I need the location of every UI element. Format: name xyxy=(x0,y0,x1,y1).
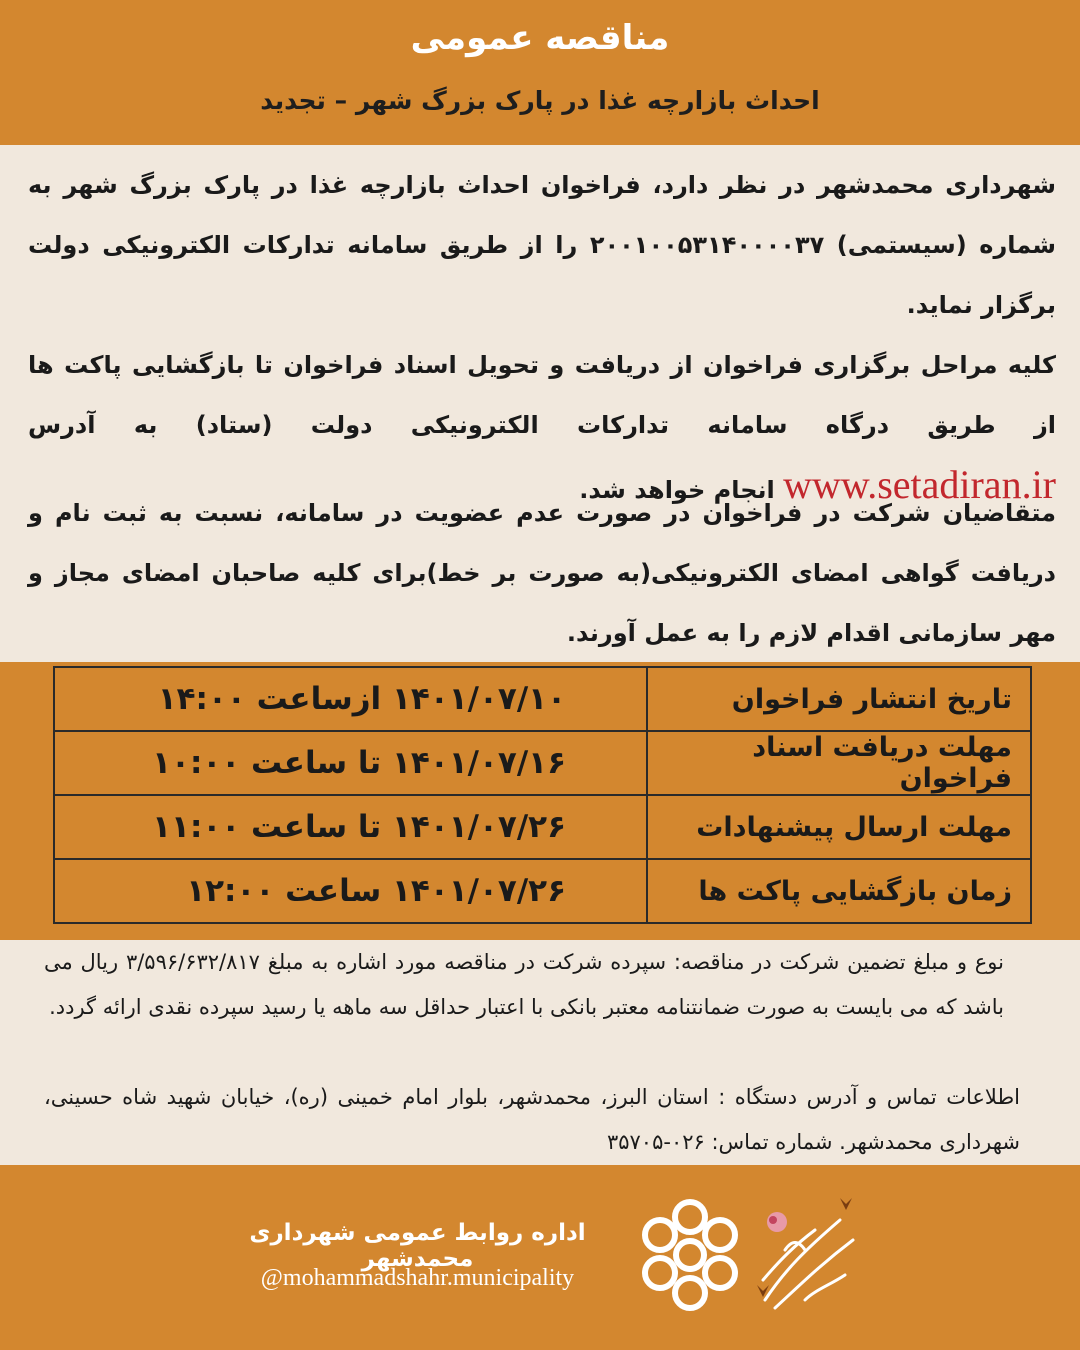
intro-paragraph-1: شهرداری محمدشهر در نظر دارد، فراخوان احداث بازارچه غذا در پارک بزرگ شهر به شماره (سیستمی) ۲۰۰۱۰۰۵۳۱۴۰۰۰۰۳۷ را از طریق سامانه تدارکات الکترونیکی دولت برگزار نماید. xyxy=(28,171,1056,319)
table-row xyxy=(54,859,1031,923)
instagram-handle[interactable]: @mohammadshahr.municipality xyxy=(260,1265,575,1291)
schedule-label: زمان بازگشایی پاکت ها xyxy=(647,859,1031,923)
intro-section xyxy=(0,145,1080,662)
guarantee-section xyxy=(0,940,1080,1165)
page-title: مناقصه عمومی xyxy=(410,18,670,58)
contact-paragraph: اطلاعات تماس و آدرس دستگاه : استان البرز، محمدشهر، بلوار امام خمینی (ره)، خیابان شهید شاه حسینی، شهرداری محمدشهر. شماره تماس: ۰۲۶-۳۵۷۰۵ xyxy=(44,1085,1020,1154)
footer-band xyxy=(0,1165,1080,1350)
guarantee-paragraph: نوع و مبلغ تضمین شرکت در مناقصه: سپرده شرکت در مناقصه مورد اشاره به مبلغ ۳/۵۹۶/۶۳۲/۸۱۷ ریال می باشد که می بایست به صورت ضمانتنامه معتبر بانکی با اعتبار حداقل سه ماهه یا رسید سپرده نقدی ارائه گردد. xyxy=(44,950,1004,1019)
schedule-table xyxy=(53,666,1032,924)
table-row xyxy=(54,795,1031,859)
municipality-star-logo-icon xyxy=(640,1195,740,1315)
department-name: اداره روابط عمومی شهرداری محمدشهر xyxy=(249,1220,586,1272)
schedule-value: ۱۴۰۱/۰۷/۱۰ ازساعت ۱۴:۰۰ xyxy=(54,667,647,731)
schedule-value: ۱۴۰۱/۰۷/۱۶ تا ساعت ۱۰:۰۰ xyxy=(54,731,647,795)
setad-url-link[interactable]: www.setadiran.ir xyxy=(783,462,1056,507)
intro-paragraph-2-text: کلیه مراحل برگزاری فراخوان از دریافت و تحویل اسناد فراخوان تا بازگشایی پاکت ها از طریق درگاه سامانه تدارکات الکترونیکی دولت (ستاد) به آدرس xyxy=(28,351,1056,439)
schedule-label: مهلت دریافت اسناد فراخوان xyxy=(647,731,1031,795)
table-row xyxy=(54,731,1031,795)
schedule-value: ۱۴۰۱/۰۷/۲۶ تا ساعت ۱۱:۰۰ xyxy=(54,795,647,859)
intro-paragraph-2-end: انجام خواهد شد. xyxy=(579,476,775,504)
schedule-value: ۱۴۰۱/۰۷/۲۶ ساعت ۱۲:۰۰ xyxy=(54,859,647,923)
page-subtitle: احداث بازارچه غذا در پارک بزرگ شهر – تجدید xyxy=(260,86,820,115)
schedule-label: تاریخ انتشار فراخوان xyxy=(647,667,1031,731)
calligraphy-logo-icon xyxy=(745,1190,865,1315)
intro-paragraph-3: متقاضیان شرکت در فراخوان در صورت عدم عضویت در سامانه، نسبت به ثبت نام و دریافت گواهی امضای الکترونیکی(به صورت بر خط)برای کلیه صاحبان امضای مجاز و مهر سازمانی اقدام لازم را به عمل آورند. xyxy=(28,499,1056,647)
header-band xyxy=(0,0,1080,145)
schedule-label: مهلت ارسال پیشنهادات xyxy=(647,795,1031,859)
table-row xyxy=(54,667,1031,731)
